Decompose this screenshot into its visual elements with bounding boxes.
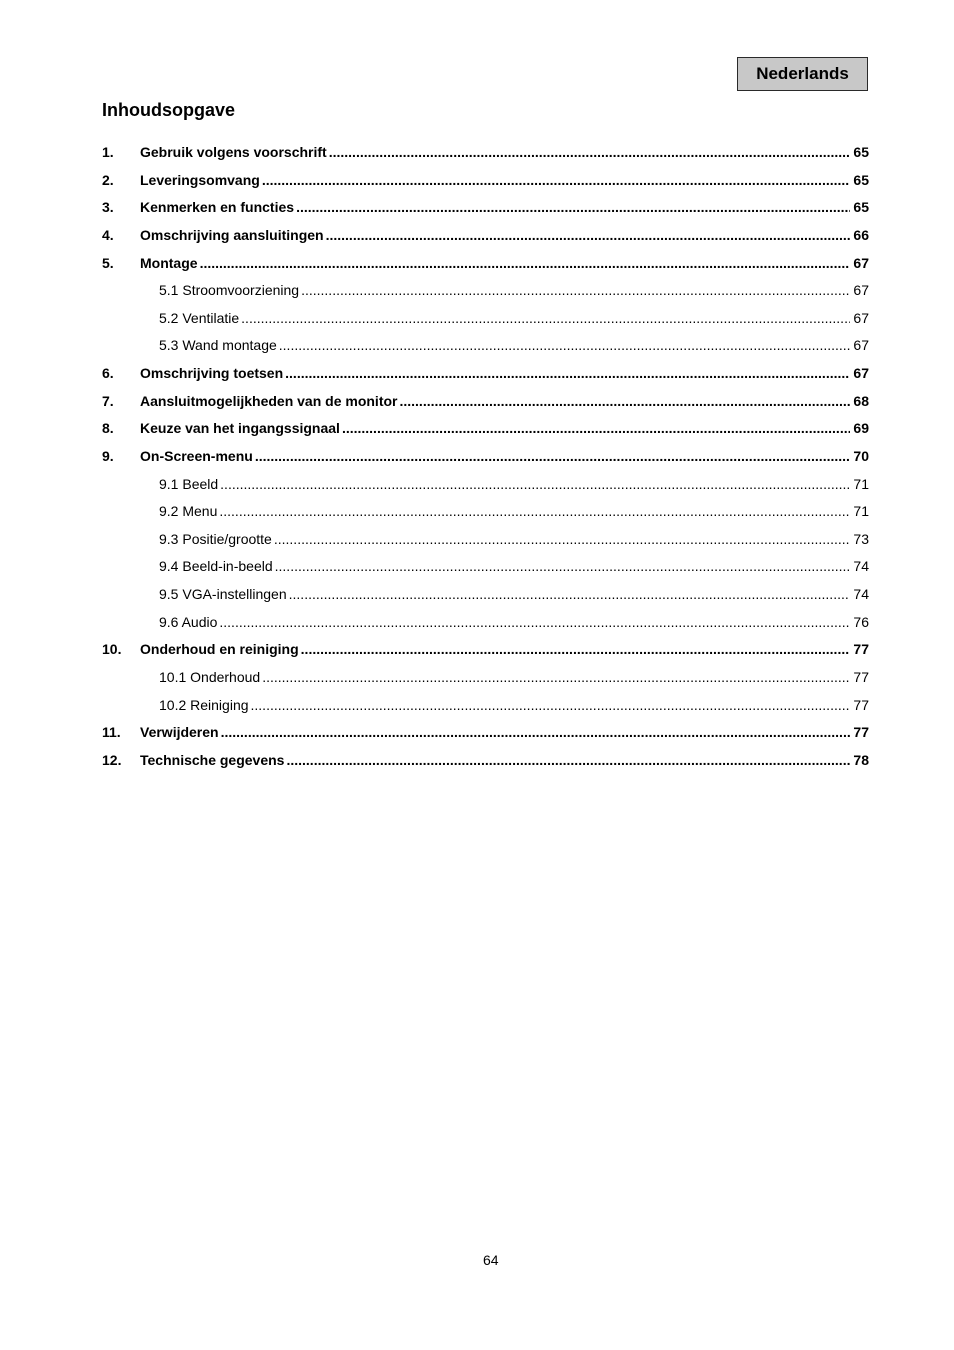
toc-entry-page: 67	[853, 254, 869, 271]
toc-entry-title: 9.6 Audio	[159, 613, 218, 630]
dot-leader	[262, 664, 850, 692]
toc-entry-page: 71	[853, 475, 869, 492]
dot-leader	[329, 139, 851, 167]
toc-entry-page: 77	[853, 641, 869, 658]
toc-entry-title: 9.1 Beeld	[159, 475, 219, 492]
toc-entry-title: Kenmerken en functies	[140, 199, 295, 216]
toc-entry-title: Omschrijving aansluitingen	[140, 226, 324, 243]
toc-subentry	[102, 692, 869, 720]
toc-entry-title: 9.3 Positie/grootte	[159, 530, 272, 547]
page-title: Inhoudsopgave	[102, 100, 236, 120]
toc-entry-title: Onderhoud en reiniging	[140, 641, 299, 658]
dot-leader	[301, 277, 850, 305]
dot-leader	[289, 581, 851, 609]
toc-entry-page: 77	[853, 668, 869, 685]
toc-entry-title: 10.1 Onderhoud	[159, 668, 261, 685]
toc-subentry	[102, 526, 869, 554]
toc-entry-page: 67	[853, 309, 869, 326]
toc-subentry	[102, 664, 869, 692]
dot-leader	[286, 747, 850, 775]
page-number: 64	[483, 1252, 499, 1268]
toc-entry	[102, 415, 869, 443]
dot-leader	[219, 498, 850, 526]
dot-leader	[200, 250, 851, 278]
toc-entry-page: 65	[853, 199, 869, 216]
toc-entry-number: 8.	[102, 420, 114, 437]
toc-entry-page: 76	[853, 613, 869, 630]
toc-entry-page: 68	[853, 392, 869, 409]
dot-leader	[255, 443, 851, 471]
toc-entry-page: 67	[853, 365, 869, 381]
dot-leader	[301, 636, 851, 664]
toc-entry-page: 69	[853, 420, 869, 437]
dot-leader	[285, 360, 850, 388]
dot-leader	[296, 194, 850, 222]
toc-entry-title: 9.2 Menu	[159, 503, 218, 520]
toc-entry-page: 65	[853, 171, 869, 188]
toc-entry-page: 70	[853, 447, 869, 464]
toc-entry-page: 65	[853, 144, 869, 160]
dot-leader	[241, 305, 850, 333]
toc-entry-page: 67	[853, 337, 869, 354]
toc-subentry	[102, 609, 869, 637]
toc-entry	[102, 250, 869, 278]
dot-leader	[279, 332, 851, 360]
toc-entry-page: 74	[853, 558, 869, 575]
dot-leader	[219, 609, 850, 637]
toc-entry	[102, 194, 869, 222]
toc-entry-title: 9.4 Beeld-in-beeld	[159, 558, 273, 575]
toc-entry-title: Leveringsomvang	[140, 171, 260, 188]
toc-subentry	[102, 581, 869, 609]
dot-leader	[342, 415, 850, 443]
toc-entry-title: Keuze van het ingangssignaal	[140, 420, 340, 437]
toc-entry-title: 9.5 VGA-instellingen	[159, 586, 287, 602]
dot-leader	[399, 388, 850, 416]
dot-leader	[326, 222, 851, 250]
toc-entry-title: Technische gegevens	[140, 751, 285, 768]
toc-entry-title: 10.2 Reiniging	[159, 696, 249, 713]
toc-entry	[102, 747, 869, 775]
toc-entry-title: Verwijderen	[140, 724, 219, 741]
toc-entry-page: 66	[853, 226, 869, 243]
dot-leader	[274, 526, 851, 554]
dot-leader	[275, 553, 851, 581]
toc-entry-number: 9.	[102, 447, 114, 464]
toc-entry-number: 5.	[102, 254, 114, 271]
toc-entry-title: Omschrijving toetsen	[140, 365, 284, 381]
toc-subentry	[102, 277, 869, 305]
toc-entry-number: 10.	[102, 641, 122, 658]
toc-entry-page: 67	[853, 282, 869, 299]
toc-entry-number: 1.	[102, 144, 114, 160]
toc-entry-number: 7.	[102, 392, 114, 409]
toc-entry-title: 5.2 Ventilatie	[159, 309, 240, 326]
toc-entry	[102, 167, 869, 195]
toc-entry-page: 78	[853, 751, 869, 768]
toc-entry-title: Aansluitmogelijkheden van de monitor	[140, 392, 398, 409]
dot-leader	[251, 692, 851, 720]
table-of-contents	[102, 139, 869, 774]
toc-entry-number: 6.	[102, 365, 114, 381]
toc-entry-number: 11.	[102, 724, 121, 741]
toc-entry	[102, 719, 869, 747]
toc-entry-page: 73	[853, 530, 869, 547]
toc-entry	[102, 388, 869, 416]
toc-entry-number: 12.	[102, 751, 122, 768]
toc-entry-title: 5.3 Wand montage	[159, 337, 277, 354]
toc-entry-page: 74	[853, 586, 869, 602]
toc-entry	[102, 443, 869, 471]
toc-entry-number: 2.	[102, 171, 114, 188]
toc-entry-title: Gebruik volgens voorschrift	[140, 144, 327, 160]
toc-subentry	[102, 553, 869, 581]
toc-entry	[102, 139, 869, 167]
toc-subentry	[102, 332, 869, 360]
toc-entry-title: On-Screen-menu	[140, 447, 253, 464]
toc-entry-page: 77	[853, 696, 869, 713]
toc-subentry	[102, 471, 869, 499]
dot-leader	[262, 167, 851, 195]
toc-entry	[102, 636, 869, 664]
toc-subentry	[102, 498, 869, 526]
toc-entry	[102, 360, 869, 388]
language-badge: Nederlands	[737, 57, 868, 91]
toc-entry-number: 3.	[102, 199, 114, 216]
dot-leader	[220, 471, 850, 499]
toc-entry-number: 4.	[102, 226, 114, 243]
toc-subentry	[102, 305, 869, 333]
dot-leader	[221, 719, 851, 747]
toc-entry-page: 77	[853, 724, 869, 741]
toc-entry-title: Montage	[140, 254, 198, 271]
toc-entry-title: 5.1 Stroomvoorziening	[159, 282, 300, 299]
toc-entry-page: 71	[853, 503, 869, 520]
toc-entry	[102, 222, 869, 250]
